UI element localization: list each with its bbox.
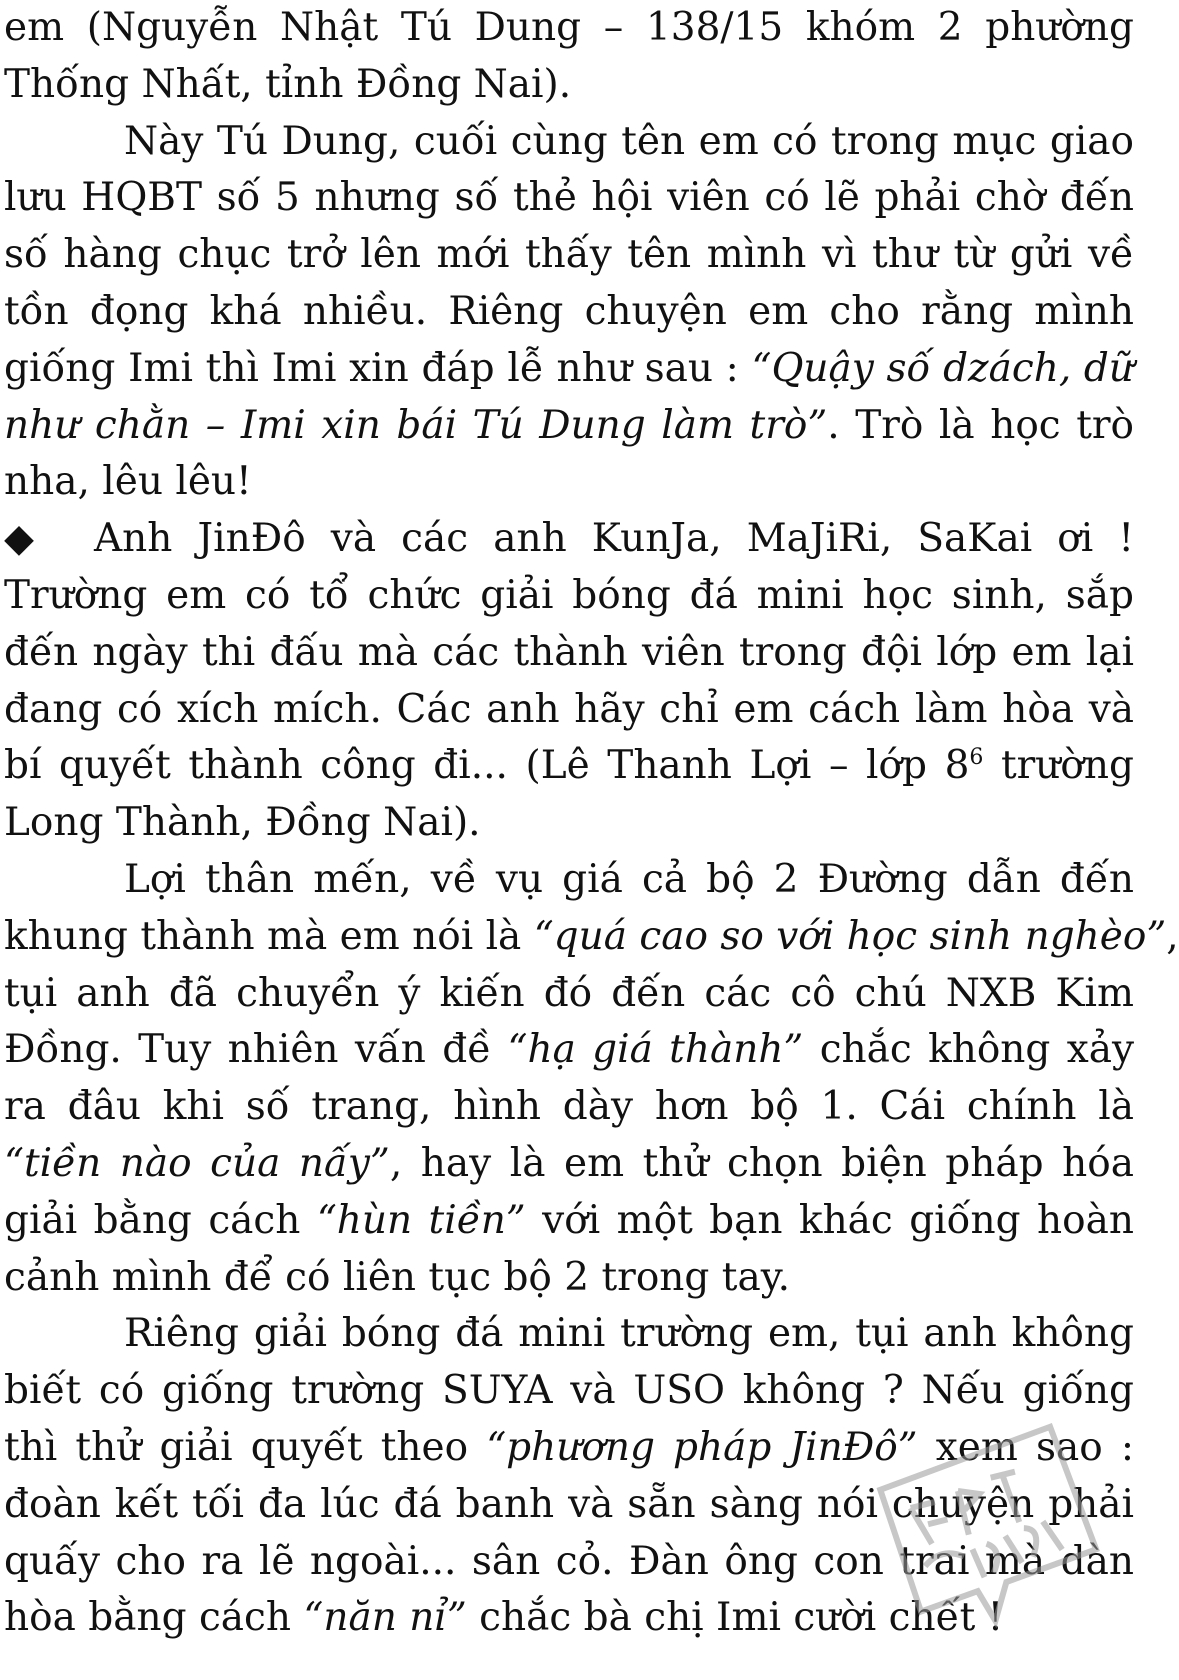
italic-quote: “quá cao so với học sinh nghèo”: [533, 913, 1167, 959]
text-line: [4, 1590, 1134, 1647]
text-span: tụi anh đã chuyển ý kiến đó đến các cô chú NXB Kim: [4, 970, 1134, 1016]
text-line: [4, 795, 1134, 852]
text-span: hòa bằng cách: [4, 1595, 304, 1641]
text-line: [4, 1534, 1134, 1591]
text-span: biết có giống trường SUYA và USO không ? Nếu giống: [4, 1368, 1134, 1414]
text-span: số hàng chục trở lên mới thấy tên mình vì thư từ gửi về: [4, 232, 1134, 278]
italic-quote: “hạ giá thành”: [507, 1027, 804, 1073]
italic-quote: “năn nỉ”: [303, 1595, 467, 1641]
text-line: [4, 0, 1134, 57]
text-span: quấy cho ra lẽ ngoài... sân cỏ. Đàn ông con trai mà dàn: [4, 1538, 1134, 1584]
text-line: [4, 227, 1134, 284]
text-span: Riêng giải bóng đá mini trường em, tụi anh không: [124, 1311, 1134, 1357]
text-span: ra đâu khi số trang, hình dày hơn bộ 1. Cái chính là: [4, 1084, 1134, 1130]
text-span: bí quyết thành công đi... (Lê Thanh Lợi – lớp 8: [4, 743, 970, 789]
paragraph-start-line: [4, 114, 1134, 171]
text-span: đến ngày thi đấu mà các thành viên trong đội lớp em lại: [4, 629, 1134, 675]
text-line: [4, 57, 1134, 114]
text-span: lưu HQBT số 5 nhưng số thẻ hội viên có lẽ phải chờ đến: [4, 175, 1134, 221]
superscript: 6: [969, 745, 984, 771]
text-span: Trường em có tổ chức giải bóng đá mini học sinh, sắp: [4, 572, 1134, 618]
text-span: Anh JinĐô và các anh KunJa, MaJiRi, SaKai ơi !: [94, 516, 1134, 562]
text-span: với một bạn khác giống hoàn: [525, 1197, 1134, 1243]
text-line: [4, 625, 1134, 682]
italic-quote: “Quậy số dzách, dữ: [751, 345, 1134, 391]
text-span: . Trò là học trò: [827, 402, 1134, 448]
text-span: xem sao :: [917, 1424, 1135, 1470]
italic-quote: “tiền nào của nấy”: [4, 1140, 390, 1186]
text-span: khung thành mà em nói là: [4, 913, 534, 959]
text-span: tồn đọng khá nhiều. Riêng chuyện em cho rằng mình: [4, 288, 1134, 334]
text-line: [4, 1193, 1134, 1250]
italic-quote: “hùn tiền”: [316, 1197, 526, 1243]
diamond-bullet-icon: ◆: [4, 516, 34, 562]
text-span: chắc không xảy: [803, 1027, 1134, 1073]
text-span: em (Nguyễn Nhật Tú Dung – 138/15 khóm 2 phường: [4, 5, 1134, 50]
text-line: [4, 1250, 1134, 1307]
text-line: [4, 1079, 1134, 1136]
text-span: , hay là em thử chọn biện pháp hóa: [389, 1140, 1134, 1186]
text-span: đang có xích mích. Các anh hãy chỉ em cách làm hòa và: [4, 686, 1134, 732]
bullet-line: [4, 511, 1134, 568]
text-span: Này Tú Dung, cuối cùng tên em có trong mục giao: [124, 118, 1134, 164]
text-line: [4, 454, 1134, 511]
italic-quote: “phương pháp JinĐô”: [486, 1424, 918, 1470]
text-line: [4, 682, 1134, 739]
text-line: [4, 738, 1134, 795]
text-line: [4, 1477, 1134, 1534]
text-line: [4, 1022, 1134, 1079]
text-span: nha, lêu lêu!: [4, 459, 252, 505]
text-line: [4, 1420, 1134, 1477]
text-span: giống Imi thì Imi xin đáp lễ như sau :: [4, 345, 752, 391]
text-span: chắc bà chị Imi cười chết !: [466, 1595, 1004, 1641]
text-span: ,: [1166, 913, 1179, 959]
text-line: [4, 1136, 1134, 1193]
text-span: đoàn kết tối đa lúc đá banh và sẵn sàng nói chuyện phải: [4, 1481, 1134, 1527]
text-line: [4, 341, 1134, 398]
text-span: Lợi thân mến, về vụ giá cả bộ 2 Đường dẫn đến: [124, 856, 1134, 902]
text-line: [4, 170, 1134, 227]
text-span: giải bằng cách: [4, 1197, 317, 1243]
text-line: [4, 568, 1134, 625]
paragraph-start-line: [4, 1306, 1134, 1363]
body-text: [4, 0, 1179, 1647]
text-line: [4, 1363, 1134, 1420]
text-span: Thống Nhất, tỉnh Đồng Nai).: [4, 61, 572, 107]
text-span: cảnh mình để có liên tục bộ 2 trong tay.: [4, 1254, 790, 1300]
text-line: [4, 909, 1179, 966]
text-line: [4, 966, 1134, 1023]
text-span: Long Thành, Đồng Nai).: [4, 800, 481, 846]
italic-quote: như chằn – Imi xin bái Tú Dung làm trò”: [4, 402, 828, 448]
text-line: [4, 398, 1134, 455]
text-span: trường: [983, 743, 1134, 789]
text-span: thì thử giải quyết theo: [4, 1424, 487, 1470]
text-span: Đồng. Tuy nhiên vấn đề: [4, 1027, 508, 1073]
text-line: [4, 284, 1134, 341]
paragraph-start-line: [4, 852, 1134, 909]
